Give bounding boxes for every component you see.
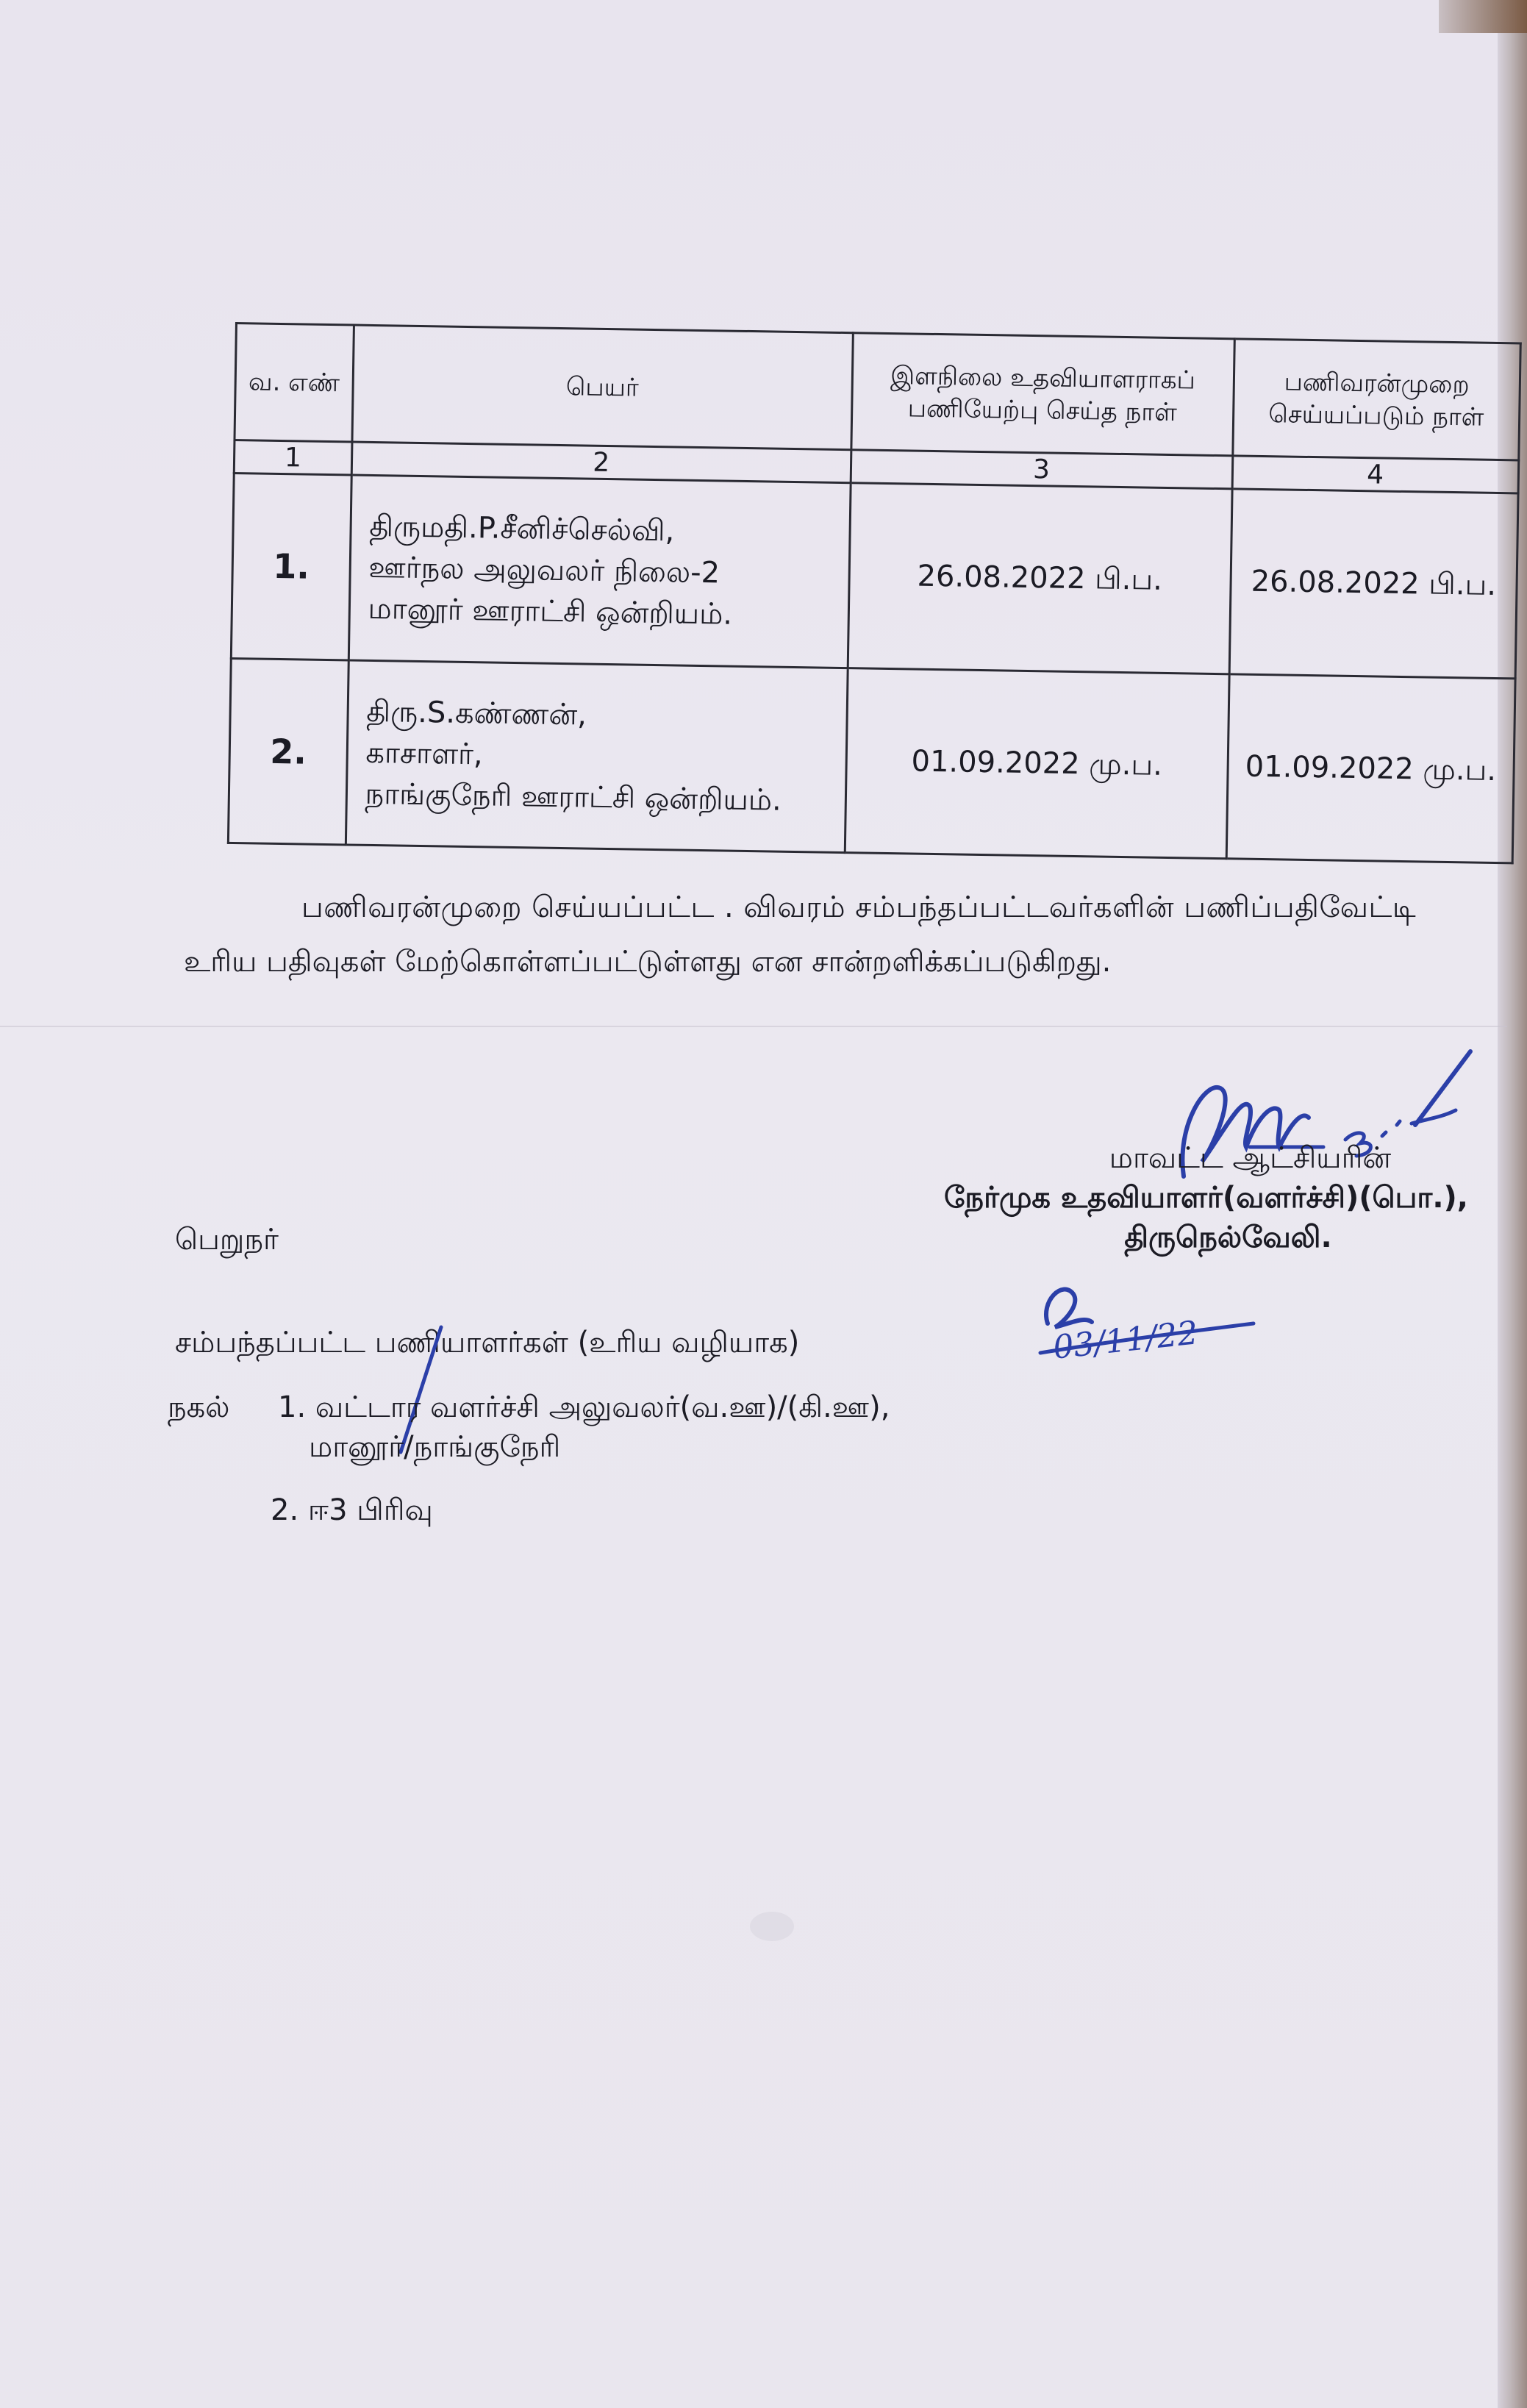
row-joined-date: 01.09.2022 மு.ப. <box>845 668 1229 859</box>
column-number: 3 <box>851 450 1233 489</box>
header-regularised-date: பணிவரன்முறை செய்யப்படும் நாள் <box>1232 339 1520 460</box>
copy-item-continuation: மானூர்/நாங்குநேரி <box>309 1430 561 1464</box>
regularisation-table <box>227 322 1522 864</box>
row-regularised-date: 01.09.2022 மு.ப. <box>1226 674 1515 863</box>
copy-label: நகல் <box>168 1390 230 1424</box>
signatory-line: மாவட்ட ஆட்சியரின் <box>1109 1141 1392 1175</box>
column-number: 1 <box>234 440 351 476</box>
header-name: பெயர் <box>352 325 853 450</box>
signatory-designation: நேர்முக உதவியாளர்(வளர்ச்சி)(பொ.), <box>944 1181 1468 1215</box>
copy-item: 1. வட்டார வளர்ச்சி அலுவலர்(வ.ஊ)/(கி.ஊ), <box>278 1390 890 1424</box>
column-number: 4 <box>1232 456 1519 493</box>
recipient-text: சம்பந்தப்பட்ட பணியாளர்கள் (உரிய வழியாக) <box>175 1326 800 1360</box>
row-serial: 1. <box>231 474 351 660</box>
table-header-row <box>235 324 1520 460</box>
row-name <box>346 660 848 853</box>
signatory-place: திருநெல்வேலி. <box>1124 1221 1332 1254</box>
paper-spot <box>750 1912 794 1941</box>
copy-item: 2. ஈ3 பிரிவு <box>271 1493 433 1527</box>
certificate-paragraph-line: உரிய பதிவுகள் மேற்கொள்ளப்பட்டுள்ளது என சான்றளிக்கப்படுகிறது. <box>184 945 1112 979</box>
designation-line: ஊர்நல அலுவலர் நிலை-2 <box>368 551 720 590</box>
recipient-label: பெறுநர் <box>175 1223 279 1257</box>
signatory-block <box>944 1138 1468 1257</box>
certificate-paragraph-line: பணிவரன்முறை செய்யப்பட்ட . விவரம் சம்பந்தப்பட்டவர்களின் பணிப்பதிவேட்டி <box>301 890 1417 924</box>
column-number: 2 <box>351 442 851 483</box>
office-line: மானூர் ஊராட்சி ஒன்றியம். <box>368 592 733 632</box>
designation-line: காசாளர், <box>365 735 484 772</box>
row-serial: 2. <box>228 658 348 845</box>
row-name <box>348 475 851 668</box>
office-line: நாங்குநேரி ஊராட்சி ஒன்றியம். <box>365 776 782 818</box>
row-regularised-date: 26.08.2022 பி.ப. <box>1229 489 1518 678</box>
table-row <box>228 658 1515 863</box>
paper-fold-line <box>0 1026 1507 1027</box>
header-serial: வ. எண் <box>235 324 354 443</box>
table-row <box>231 474 1518 679</box>
row-joined-date: 26.08.2022 பி.ப. <box>848 483 1232 674</box>
handwritten-date: 03/11/22 <box>1051 1314 1200 1367</box>
name-line: திருமதி.P.சீனிச்செல்வி, <box>368 510 675 549</box>
header-joined-date: இளநிலை உதவியாளராகப் பணியேற்பு செய்த நாள் <box>851 333 1234 456</box>
binding-top-corner <box>1439 0 1527 33</box>
name-line: திரு.S.கண்ணன், <box>366 694 587 732</box>
